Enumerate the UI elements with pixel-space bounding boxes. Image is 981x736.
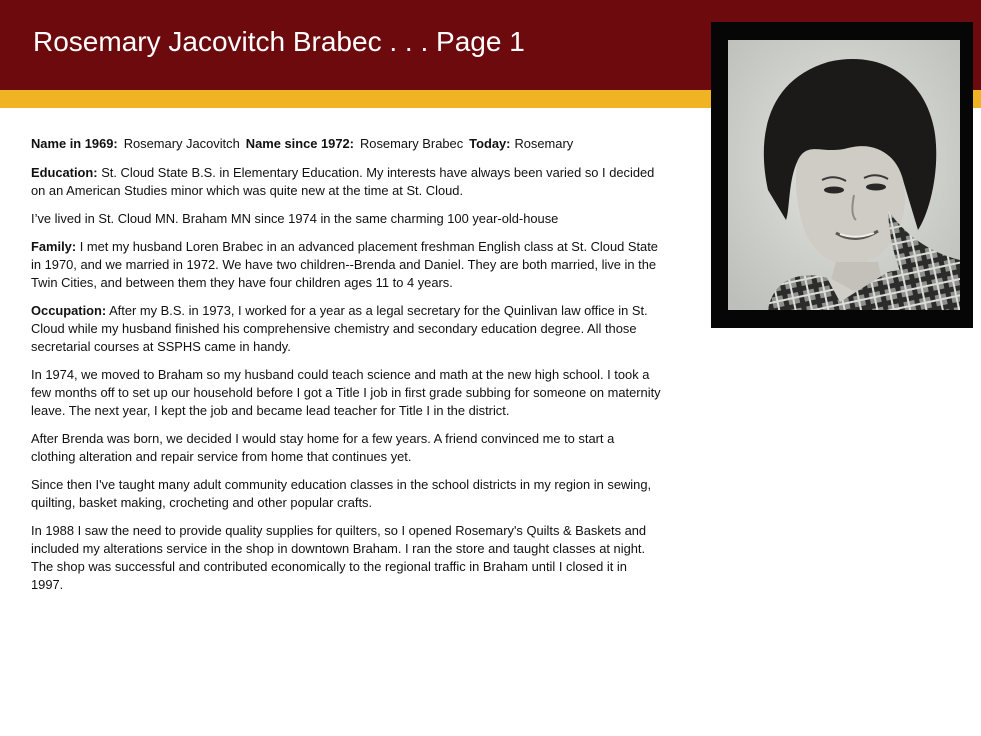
- education-label: Education:: [31, 165, 98, 180]
- education-text: St. Cloud State B.S. in Elementary Education. My interests have always been varied so I decided on an American Studies minor which was quite new at the time at St. Cloud.: [31, 165, 655, 198]
- name-since-1972-value: Rosemary Brabec: [359, 136, 464, 151]
- paragraph-1988: In 1988 I saw the need to provide quality supplies for quilters, so I opened Rosemary's Quilts & Baskets and included my alterations service in the shop in downtown Braham. I ran the store and taught classes at night. The shop was successful and contributed economically to the regional traffic in Braham until I closed it in 1997.: [31, 523, 647, 592]
- family-label: Family:: [31, 239, 77, 254]
- paragraph-classes: Since then I've taught many adult community education classes in the school districts in my region in sewing, quilting, basket making, crocheting and other popular crafts.: [31, 477, 652, 510]
- name-1969-label: Name in 1969:: [31, 136, 118, 151]
- name-today-label: Today:: [469, 136, 511, 151]
- occupation-paragraph: [31, 302, 661, 356]
- family-text: I met my husband Loren Brabec in an advanced placement freshman English class at St. Cloud State in 1970, and we married in 1972. We have two children--Brenda and Daniel. They are both married, live in the Twin Cities, and between them they have four children ages 11 to 4 years.: [31, 239, 658, 290]
- family-paragraph: [31, 238, 661, 292]
- paragraph-brenda: After Brenda was born, we decided I would stay home for a few years. A friend convinced me to start a clothing alteration and repair service from home that continues yet.: [31, 431, 615, 464]
- name-1969-value: Rosemary Jacovitch: [123, 136, 240, 151]
- portrait-photo-icon: [728, 40, 960, 310]
- occupation-label: Occupation:: [31, 303, 107, 318]
- name-since-1972-label: Name since 1972:: [245, 136, 354, 151]
- paragraph-1974: In 1974, we moved to Braham so my husband could teach science and math at the new high school. I took a few months off to set up our household before I got a Title I job in first grade subbing for someone on maternity leave. The next year, I kept the job and became lead teacher for Title I in the district.: [31, 367, 661, 418]
- residence-paragraph: I’ve lived in St. Cloud MN. Braham MN since 1974 in the same charming 100 year-old-house: [31, 211, 559, 226]
- page-title: Rosemary Jacovitch Brabec . . . Page 1: [33, 26, 525, 57]
- names-line: [31, 135, 661, 153]
- name-today-value: Rosemary: [514, 136, 574, 151]
- portrait-photo: [728, 40, 960, 310]
- bio-content: [31, 135, 661, 604]
- education-paragraph: [31, 164, 661, 200]
- photo-frame: [711, 22, 973, 328]
- occupation-text: After my B.S. in 1973, I worked for a year as a legal secretary for the Quinlivan law office in St. Cloud while my husband finished his comprehensive chemistry and secondary education degree. All those secretarial courses at SSPHS came in handy.: [31, 303, 648, 354]
